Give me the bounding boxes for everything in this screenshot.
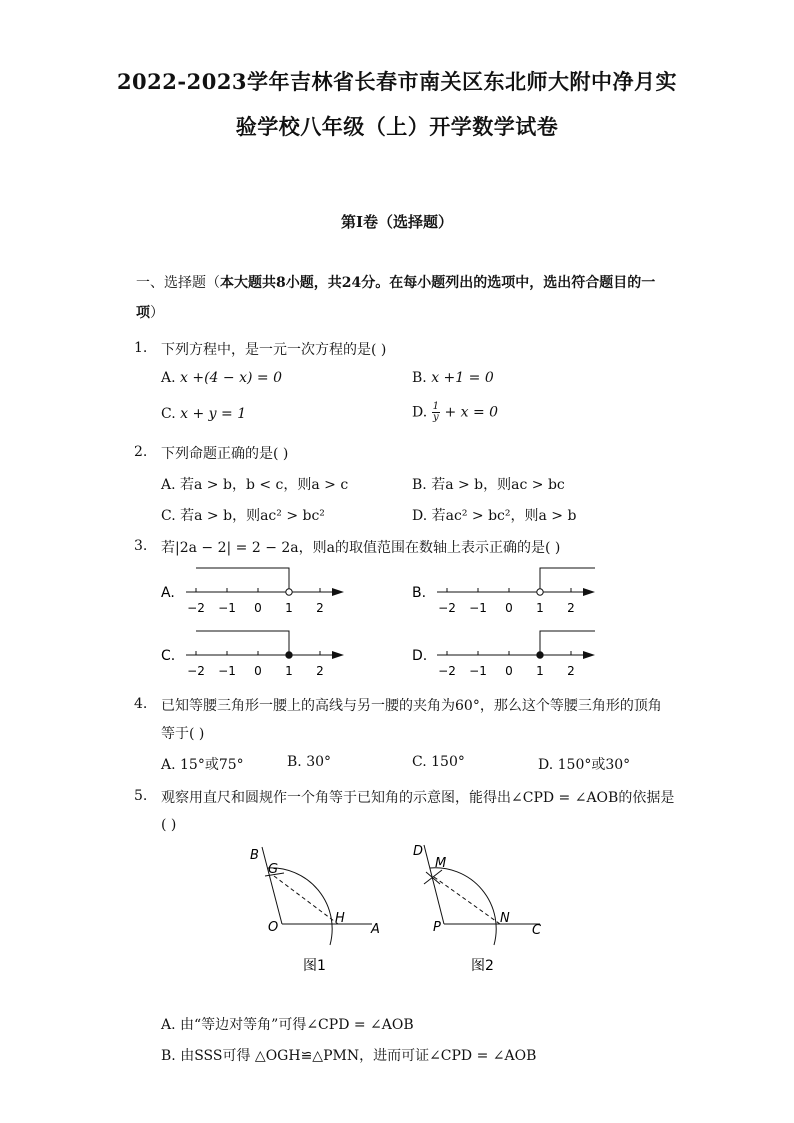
question-5-option-a: [161, 1014, 414, 1034]
section-description: 本大题共8小题，共24分。在每小题列出的选项中，选出符合题目的一项: [136, 275, 656, 321]
option-label: C.: [412, 754, 427, 770]
question-1-number: 1.: [134, 340, 148, 356]
segment-mn: [434, 877, 500, 924]
question-3-text: 若|2a − 2| = 2 − 2a，则a的取值范围在数轴上表示正确的是( ): [161, 540, 561, 556]
figure-1-caption: 图1: [303, 958, 326, 974]
label-m: M: [435, 856, 447, 871]
question-5-option-b: [161, 1045, 536, 1065]
axis-tick-label: 0: [254, 601, 262, 615]
label-c: C: [532, 923, 542, 938]
section-prefix: 一、选择题（: [136, 275, 220, 291]
label-a: A: [371, 922, 380, 937]
axis-tick-label: 1: [285, 664, 293, 678]
question-2-number: 2.: [134, 444, 148, 460]
label-o: O: [268, 920, 279, 935]
axis-tick-label: −1: [469, 601, 487, 615]
axis-tick-label: −2: [187, 664, 205, 678]
segment-gh: [274, 876, 338, 924]
question-2-text: 下列命题正确的是( ): [161, 446, 289, 462]
axis-tick-label: 0: [254, 664, 262, 678]
option-text: x + y = 1: [180, 406, 247, 422]
option-text: + x = 0: [440, 404, 499, 421]
option-text: x +(4 − x) = 0: [180, 370, 282, 386]
label-p: P: [433, 920, 441, 935]
number-line-option-label: A.: [161, 585, 175, 601]
option-label: C.: [161, 508, 176, 524]
option-label: B.: [287, 754, 302, 770]
fraction-numerator: 1: [432, 401, 440, 412]
exam-title-line1: 2022-2023学年吉林省长春市南关区东北师大附中净月实: [116, 69, 678, 94]
label-n: N: [500, 911, 510, 926]
option-text: 30°: [306, 754, 332, 770]
axis-tick-label: −1: [218, 601, 236, 615]
option-label: B.: [412, 370, 427, 386]
option-label: C.: [161, 406, 176, 422]
question-4-number: 4.: [134, 696, 148, 712]
axis-tick-label: 1: [536, 664, 544, 678]
axis-tick-label: −2: [187, 601, 205, 615]
axis-tick-label: 0: [505, 664, 513, 678]
fraction-denominator: y: [433, 412, 439, 423]
option-text: 若a > b，b < c，则a > c: [180, 477, 349, 493]
option-label: D.: [412, 404, 428, 421]
figure-1: [262, 847, 372, 945]
label-b: B: [250, 848, 259, 863]
number-line-option-label: D.: [412, 648, 428, 664]
number-line-option-label: C.: [161, 648, 176, 664]
option-text: 若a > b，则ac > bc: [431, 477, 565, 493]
axis-tick-label: 2: [316, 664, 324, 678]
option-label: A.: [161, 477, 176, 493]
option-label: B.: [161, 1048, 176, 1064]
section-suffix: ）: [150, 305, 164, 321]
question-5-number: 5.: [134, 788, 148, 804]
label-h: H: [335, 911, 345, 926]
question-4-text-line1: 已知等腰三角形一腰上的高线与另一腰的夹角为60°，那么这个等腰三角形的顶角: [161, 698, 662, 714]
option-text: 由“等边对等角”可得∠CPD = ∠AOB: [180, 1017, 414, 1033]
axis-tick-label: −2: [438, 601, 456, 615]
ray-ob: [262, 847, 282, 924]
option-label: D.: [538, 757, 554, 773]
axis-tick-label: 0: [505, 601, 513, 615]
option-label: B.: [412, 477, 427, 493]
label-g: G: [268, 862, 279, 877]
axis-tick-label: 2: [567, 664, 575, 678]
axis-tick-label: −2: [438, 664, 456, 678]
question-3-number: 3.: [134, 538, 148, 554]
number-line-option-label: B.: [412, 585, 427, 601]
axis-tick-label: −1: [469, 664, 487, 678]
question-1-text: 下列方程中，是一元一次方程的是( ): [161, 342, 387, 358]
option-text: 由SSS可得 △OGH≌△PMN，进而可证∠CPD = ∠AOB: [180, 1048, 537, 1064]
option-text: 若a > b，则ac² > bc²: [180, 508, 325, 524]
option-label: D.: [412, 508, 428, 524]
question-5-text-line2: ( ): [161, 817, 177, 833]
part-heading: 第I卷（选择题）: [340, 213, 454, 231]
option-text: 若ac² > bc²，则a > b: [431, 508, 577, 524]
label-d: D: [413, 844, 424, 859]
option-text: 15°或75°: [180, 757, 244, 773]
axis-tick-label: −1: [218, 664, 236, 678]
option-label: A.: [161, 370, 176, 386]
axis-tick-label: 1: [536, 601, 544, 615]
figure-2-caption: 图2: [471, 958, 494, 974]
question-5-text-line1: 观察用直尺和圆规作一个角等于已知角的示意图，能得出∠CPD = ∠AOB的依据是: [161, 790, 675, 806]
axis-tick-label: 2: [567, 601, 575, 615]
option-text: 150°或30°: [557, 757, 631, 773]
option-text: 150°: [431, 754, 465, 770]
axis-tick-label: 1: [285, 601, 293, 615]
exam-title-line2: 验学校八年级（上）开学数学试卷: [235, 114, 559, 139]
option-label: A.: [161, 1017, 176, 1033]
question-4-text-line2: 等于( ): [161, 726, 205, 742]
option-text: x +1 = 0: [431, 370, 494, 386]
option-label: A.: [161, 757, 176, 773]
axis-tick-label: 2: [316, 601, 324, 615]
